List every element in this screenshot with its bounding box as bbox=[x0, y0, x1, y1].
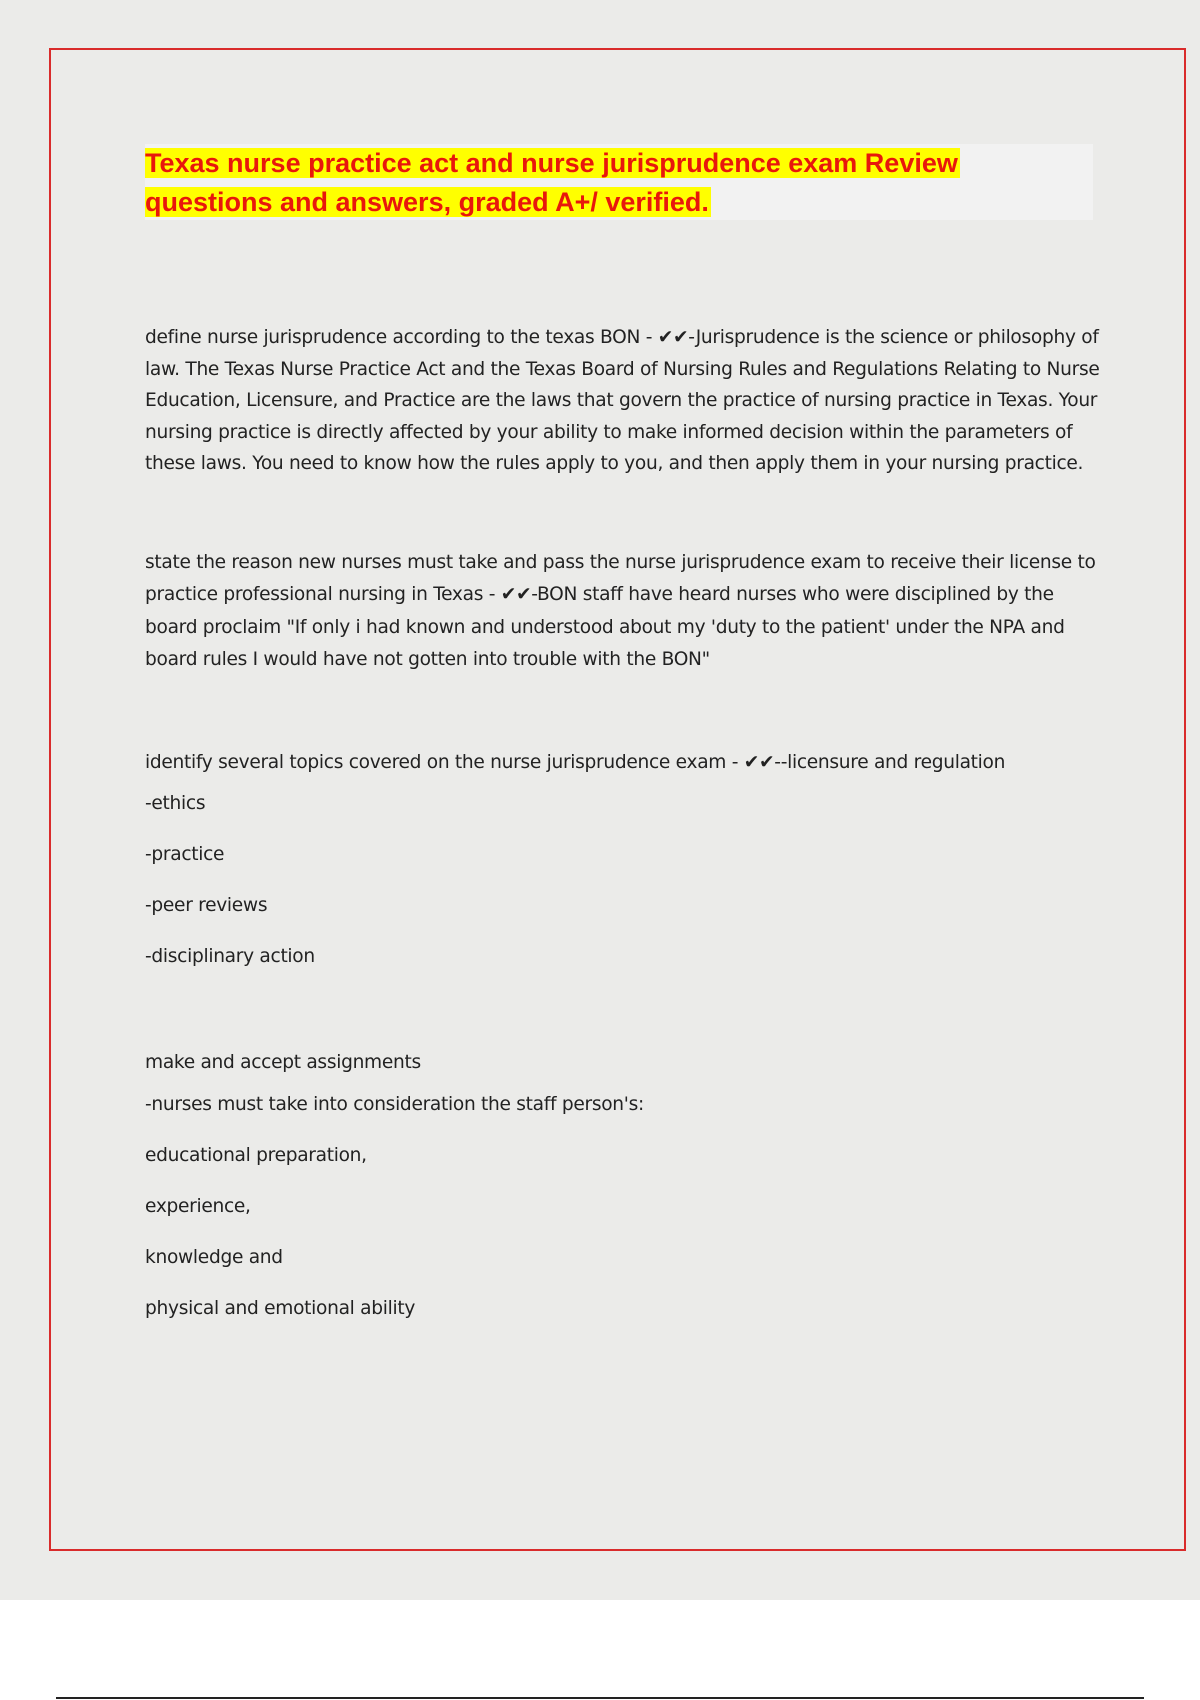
qa-item-definition: define nurse jurisprudence according to the texas BON - ✔✔-Jurisprudence is the science or philosophy of law. The Texas Nurse Practice Act and the Texas Board of Nursing Rules and Regulations Relating to Nurse Education, Licensure, and Practice are the laws that govern the practice of nursing practice in Texas. Your nursing practice is directly affected by your ability to make informed decision within the parameters of these laws. You need to know how the rules apply to you, and then apply them in your nursing practice. bbox=[145, 327, 1100, 474]
list-item: experience, bbox=[145, 1195, 251, 1217]
title-line-2: questions and answers, graded A+/ verified. bbox=[145, 187, 709, 217]
list-item: -practice bbox=[145, 844, 225, 865]
document-body bbox=[145, 322, 1100, 1334]
list-item: identify several topics covered on the nurse jurisprudence exam - ✔✔--licensure and regulation bbox=[145, 751, 1006, 773]
title-line-1: Texas nurse practice act and nurse jurisprudence exam Review bbox=[145, 148, 958, 178]
list-item: knowledge and bbox=[145, 1246, 283, 1268]
list-item: make and accept assignments bbox=[145, 1052, 421, 1073]
list-item: -ethics bbox=[145, 793, 206, 814]
footer-divider bbox=[56, 1697, 1144, 1699]
list-item: physical and emotional ability bbox=[145, 1297, 416, 1319]
list-item: -peer reviews bbox=[145, 895, 268, 916]
title-block bbox=[145, 144, 1093, 220]
qa-item-topics bbox=[145, 747, 1100, 983]
list-item: educational preparation, bbox=[145, 1144, 367, 1166]
document-title bbox=[145, 144, 1093, 222]
qa-item-reason: state the reason new nurses must take and pass the nurse jurisprudence exam to receive their license to practice professional nursing in Texas - ✔✔-BON staff have heard nurses who were disciplined by the board proclaim "If only i had known and understood about my 'duty to the patient' under the NPA and board rules I would have not gotten into trouble with the BON" bbox=[145, 551, 1096, 670]
list-item: -disciplinary action bbox=[145, 946, 315, 967]
list-item: -nurses must take into consideration the staff person's: bbox=[145, 1093, 644, 1115]
qa-item-assignments bbox=[145, 1047, 1100, 1334]
